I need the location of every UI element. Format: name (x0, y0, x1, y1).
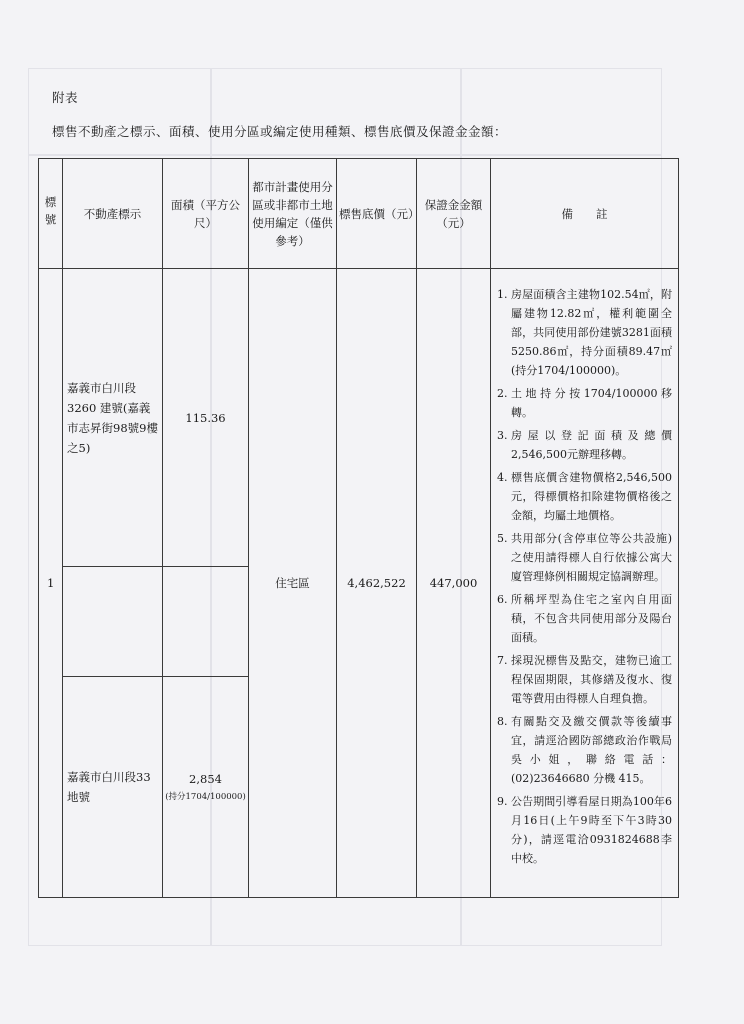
land-area-cell (163, 677, 249, 898)
header-deposit: 保證金金額（元） (417, 159, 491, 269)
header-remarks: 備 註 (491, 159, 679, 269)
reserve-price-value: 4,462,522 (337, 269, 417, 898)
bleed-through-line (28, 154, 662, 156)
building-property-label: 嘉義市白川段3260 建號(嘉義市志昇街98號9樓之5) (63, 269, 163, 567)
header-no: 標號 (39, 159, 63, 269)
building-area: 115.36 (163, 269, 249, 567)
header-property: 不動產標示 (63, 159, 163, 269)
header-reserve-price: 標售底價（元） (337, 159, 417, 269)
land-area: 2,854 (189, 772, 222, 786)
remark-item: 9. 公告期間引導看屋日期為100年6月16日(上午9時至下午3時30分)，請逕電洽0931824688李中校。 (511, 792, 672, 868)
remarks-list (497, 285, 672, 868)
row-number: 1 (39, 269, 63, 898)
land-share: (持分1704/100000) (165, 792, 246, 802)
deposit-value: 447,000 (417, 269, 491, 898)
blank-cell (63, 567, 163, 677)
header-area: 面積（平方公尺） (163, 159, 249, 269)
remark-item: 1. 房屋面積含主建物102.54㎡，附屬建物12.82㎡，權利範圍全部，共同使用部份建號3281面積5250.86㎡，持分面積89.47㎡(持分1704/100000)。 (511, 285, 672, 380)
remark-item: 5. 共用部分(含停車位等公共設施)之使用請得標人自行依據公寓大廈管理條例相關規定協調辦理。 (511, 529, 672, 586)
land-property-label: 嘉義市白川段33地號 (63, 677, 163, 898)
zoning-value: 住宅區 (249, 269, 337, 898)
auction-property-table (38, 158, 679, 898)
header-zoning: 都市計畫使用分區或非都市土地使用編定（僅供參考） (249, 159, 337, 269)
remark-item: 8. 有關點交及繳交價款等後續事宜，請逕洽國防部總政治作戰局吳小姐，聯絡電話：(02)23646680 分機 415。 (511, 712, 672, 788)
remark-item: 2. 土地持分按1704/100000移轉。 (511, 384, 672, 422)
remarks-cell (491, 269, 679, 898)
page-title: 附表 (52, 90, 79, 105)
remark-item: 7. 採現況標售及點交，建物已逾工程保固期限，其修繕及復水、復電等費用由得標人自理負擔。 (511, 651, 672, 708)
blank-cell (163, 567, 249, 677)
remark-item: 4. 標售底價含建物價格2,546,500元，得標價格扣除建物價格後之金額，均屬土地價格。 (511, 468, 672, 525)
remark-item: 3. 房屋以登記面積及總價2,546,500元辦理移轉。 (511, 426, 672, 464)
page-description: 標售不動產之標示、面積、使用分區或編定使用種類、標售底價及保證金金額： (52, 124, 508, 139)
remark-item: 6. 所稱坪型為住宅之室內自用面積，不包含共同使用部分及陽台面積。 (511, 590, 672, 647)
